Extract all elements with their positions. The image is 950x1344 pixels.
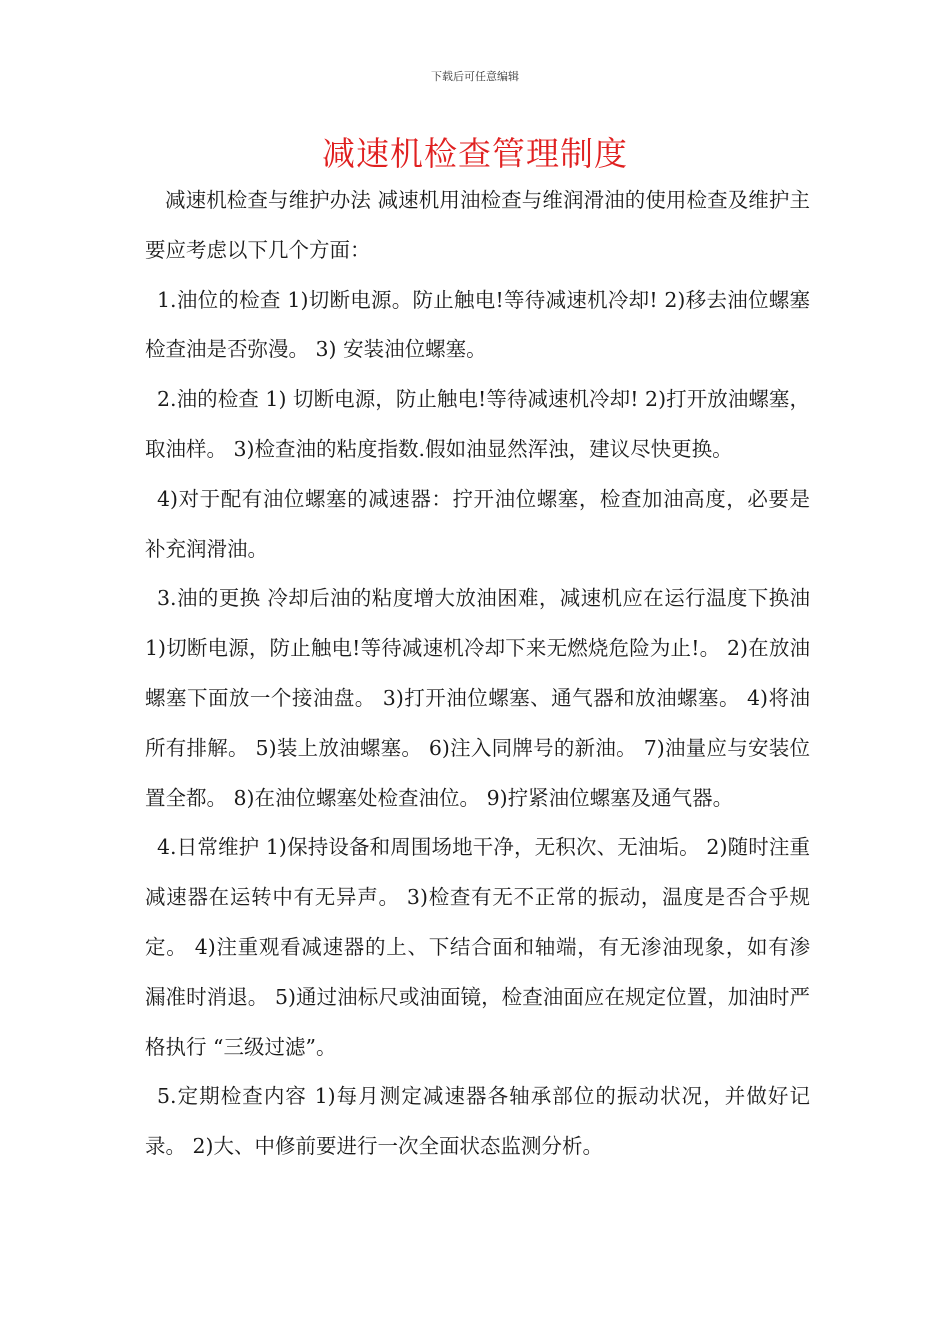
document-title: 减速机检查管理制度 xyxy=(322,134,628,173)
document-body xyxy=(145,176,810,1172)
paragraph-intro: 减速机检查与维护办法 减速机用油检查与维润滑油的使用检查及维护主要应考虑以下几个方面： xyxy=(145,188,810,262)
paragraph-oil-plug-reducer: 4)对于配有油位螺塞的减速器：拧开油位螺塞，检查加油高度，必要是补充润滑油。 xyxy=(145,486,810,561)
paragraph-oil-level-check: 1.油位的检查 1)切断电源。防止触电!等待减速机冷却! 2)移去油位螺塞检查油是否弥漫。 3) 安装油位螺塞。 xyxy=(145,287,810,362)
paragraph-oil-check: 2.油的检查 1) 切断电源，防止触电!等待减速机冷却! 2)打开放油螺塞，取油样。 3)检查油的粘度指数.假如油显然浑浊，建议尽快更换。 xyxy=(145,387,810,461)
paragraph-periodic-inspection: 5.定期检查内容 1)每月测定减速器各轴承部位的振动状况，并做好记录。 2)大、中修前要进行一次全面状态监测分析。 xyxy=(145,1084,810,1159)
paragraph-oil-change: 3.油的更换 冷却后油的粘度增大放油困难，减速机应在运行温度下换油 1)切断电源，防止触电!等待减速机冷却下来无燃烧危险为止!。 2)在放油螺塞下面放一个接油盘。 3)打开油位螺塞、通气器和放油螺塞。 4)将油所有排解。 5)装上放油螺塞。 6)注入同牌号的新油。 7)油量应与安装位置全都。 8)在油位螺塞处检查油位。 9)拧紧油位螺塞及通气器。 xyxy=(145,586,810,810)
paragraph-daily-maintenance: 4.日常维护 1)保持设备和周围场地干净，无积次、无油垢。 2)随时注重减速器在运转中有无异声。 3)检查有无不正常的振动，温度是否合乎规定。 4)注重观看减速器的上、下结合面和轴端，有无渗油现象，如有渗 漏准时消退。 5)通过油标尺或油面镜，检查油面应在规定位置，加油时严格执行 “三级过滤”。 xyxy=(145,835,810,1059)
header-note: 下载后可任意编辑 xyxy=(431,70,519,83)
